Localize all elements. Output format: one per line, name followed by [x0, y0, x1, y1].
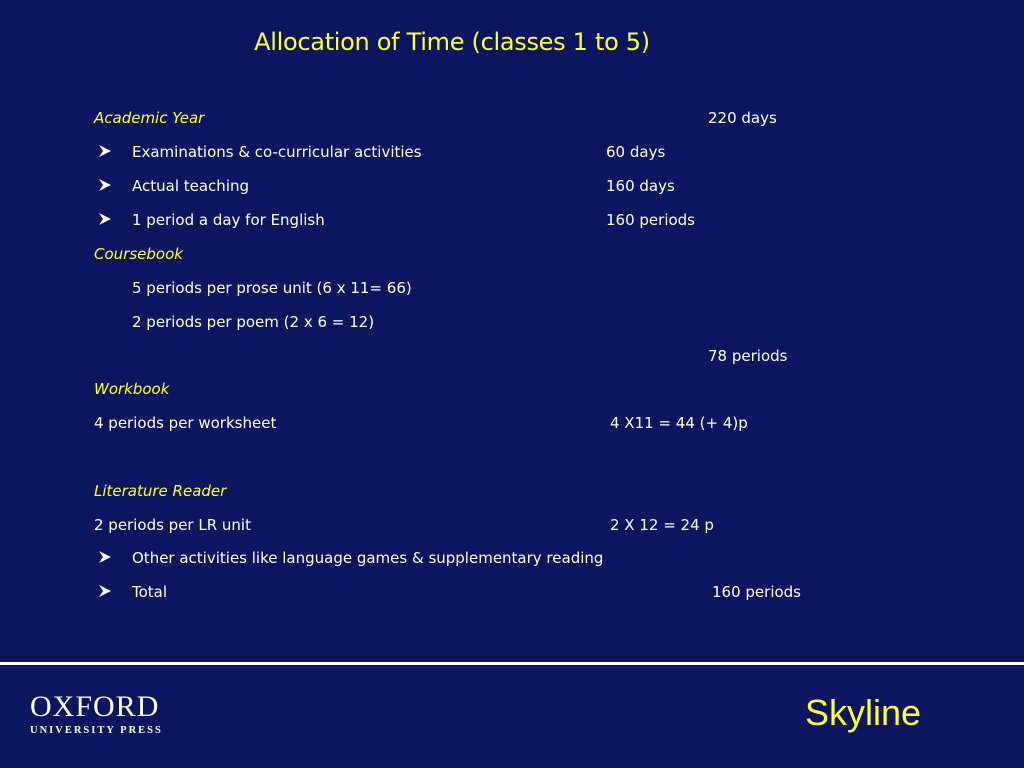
other-activities-label: Other activities like language games & supplementary reading — [132, 549, 604, 567]
academic-year-value: 220 days — [708, 109, 777, 127]
arrow-bullet-icon — [98, 178, 112, 192]
literature-reader-heading: Literature Reader — [94, 482, 227, 500]
teaching-label: Actual teaching — [132, 177, 250, 195]
slide-title: Allocation of Time (classes 1 to 5) — [254, 28, 650, 56]
poem-row — [0, 311, 1024, 333]
worksheet-value: 4 X11 = 44 (+ 4)p — [610, 414, 748, 432]
workbook-heading: Workbook — [94, 380, 170, 398]
total-label: Total — [132, 583, 168, 601]
coursebook-total-value: 78 periods — [708, 347, 788, 365]
academic-year-row — [0, 107, 1024, 129]
lr-unit-label: 2 periods per LR unit — [94, 516, 251, 534]
logo-main-text: OXFORD — [30, 690, 160, 723]
arrow-bullet-icon — [98, 584, 112, 598]
other-activities-row — [0, 547, 1024, 569]
lr-unit-row — [0, 514, 1024, 536]
exams-label: Examinations & co-curricular activities — [132, 143, 422, 161]
english-label: 1 period a day for English — [132, 211, 325, 229]
coursebook-total-row — [0, 345, 1024, 367]
arrow-bullet-icon — [98, 550, 112, 564]
oxford-logo — [30, 692, 163, 736]
total-value: 160 periods — [712, 583, 801, 601]
lr-unit-value: 2 X 12 = 24 p — [610, 516, 714, 534]
workbook-row — [0, 378, 1024, 400]
arrow-bullet-icon — [98, 144, 112, 158]
exams-row — [0, 141, 1024, 163]
prose-row — [0, 277, 1024, 299]
exams-value: 60 days — [606, 143, 666, 161]
english-value: 160 periods — [606, 211, 695, 229]
english-row — [0, 209, 1024, 231]
teaching-value: 160 days — [606, 177, 675, 195]
logo-sub-text: UNIVERSITY PRESS — [30, 725, 163, 736]
worksheet-row — [0, 412, 1024, 434]
coursebook-heading: Coursebook — [94, 245, 183, 263]
coursebook-row — [0, 243, 1024, 265]
total-row — [0, 581, 1024, 603]
poem-label: 2 periods per poem (2 x 6 = 12) — [132, 313, 375, 331]
literature-reader-row — [0, 480, 1024, 502]
arrow-bullet-icon — [98, 212, 112, 226]
academic-year-label: Academic Year — [94, 109, 205, 127]
prose-label: 5 periods per prose unit (6 x 11= 66) — [132, 279, 412, 297]
teaching-row — [0, 175, 1024, 197]
brand-name: Skyline — [805, 692, 922, 733]
footer-divider — [0, 662, 1024, 665]
worksheet-label: 4 periods per worksheet — [94, 414, 277, 432]
